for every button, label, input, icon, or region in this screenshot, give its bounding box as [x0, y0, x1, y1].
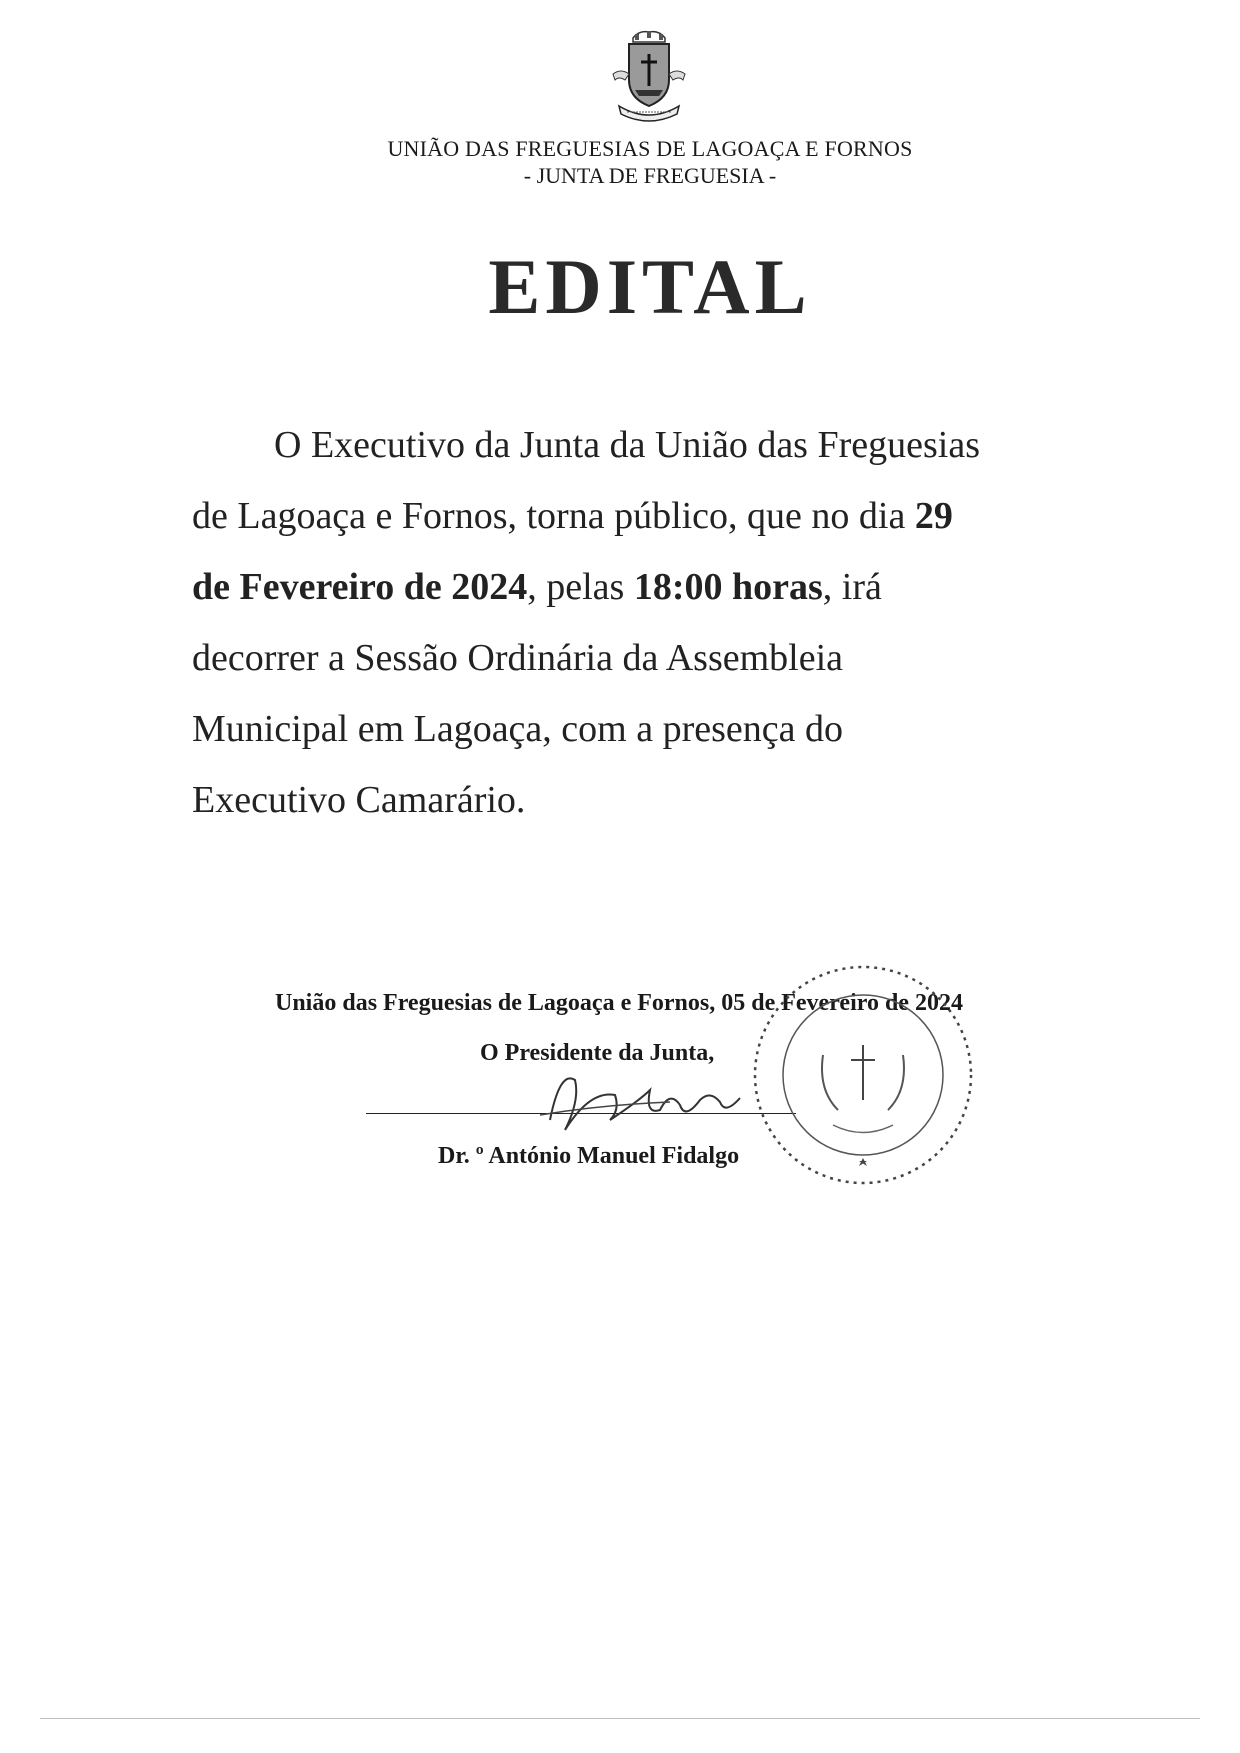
coat-of-arms-icon — [593, 28, 705, 128]
handwritten-signature-icon — [520, 1060, 780, 1150]
official-stamp-icon — [748, 960, 978, 1190]
notice-body — [192, 410, 1084, 836]
place-and-date: União das Freguesias de Lagoaça e Fornos, 05 de Fevereiro de 2024 — [275, 990, 963, 1016]
body-text-segment: , pelas — [527, 566, 634, 608]
organization-name: UNIÃO DAS FREGUESIAS DE LAGOAÇA E FORNOS — [387, 136, 913, 161]
organization-subtitle: - JUNTA DE FREGUESIA - — [523, 163, 777, 188]
body-line-4: decorrer a Sessão Ordinária da Assembleia — [192, 637, 844, 679]
body-line-1: O Executivo da Junta da União das Freguesias — [274, 424, 980, 466]
body-text-segment: de Lagoaça e Fornos, torna público, que no dia — [192, 495, 915, 537]
meeting-date: de Fevereiro de 2024 — [192, 566, 528, 608]
body-line-6: Executivo Camarário. — [192, 779, 526, 821]
page-bottom-edge — [40, 1718, 1200, 1719]
signatory-name: Dr. º António Manuel Fidalgo — [438, 1143, 740, 1169]
meeting-day: 29 — [914, 495, 953, 537]
body-text-segment: , irá — [822, 566, 882, 608]
body-line-2 — [192, 481, 1084, 552]
body-line-3 — [192, 552, 1084, 623]
meeting-time: 18:00 horas — [633, 566, 823, 608]
signatory-role: O Presidente da Junta, — [480, 1040, 715, 1066]
body-line-5: Municipal em Lagoaça, com a presença do — [192, 708, 843, 750]
document-title: EDITAL — [488, 243, 812, 330]
